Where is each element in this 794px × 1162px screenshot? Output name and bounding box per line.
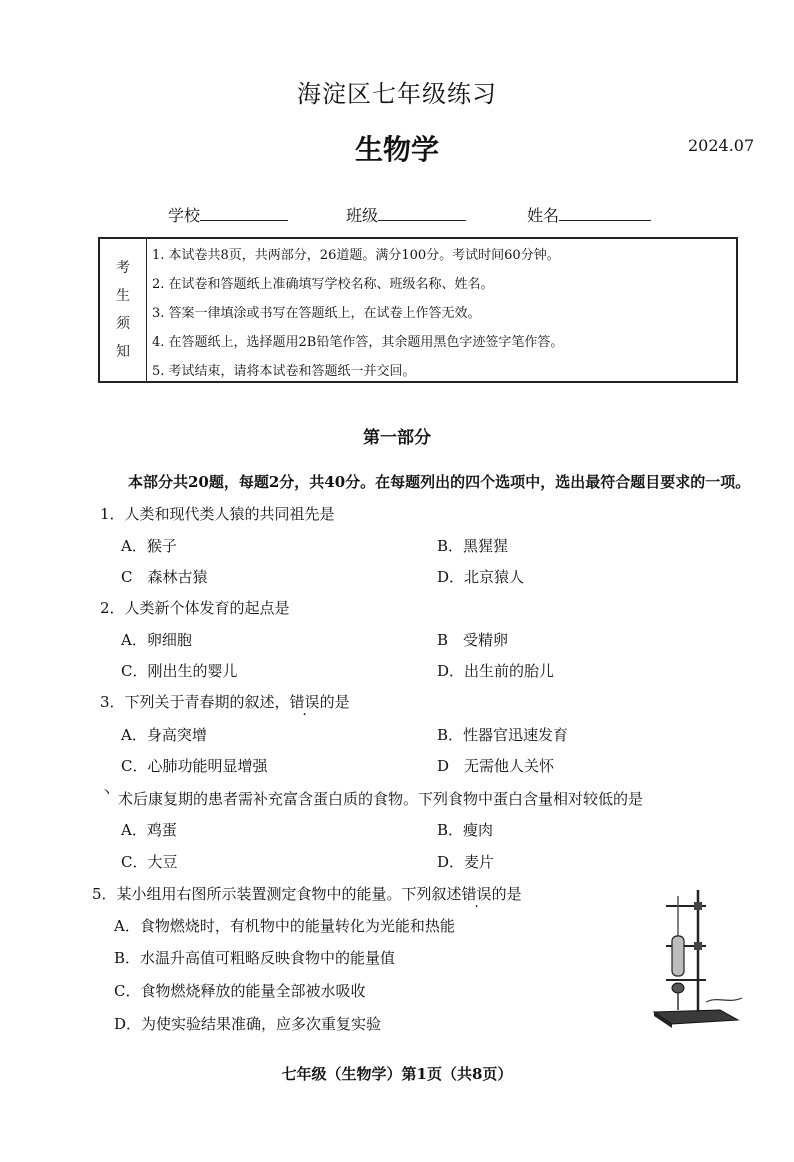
option-d: D．麦片: [437, 853, 495, 871]
question-stem: 1．人类和现代类人猿的共同祖先是: [100, 505, 335, 523]
option-d: D．出生前的胎儿: [437, 662, 555, 680]
option-c: C．大豆: [121, 853, 178, 871]
top-clamp-knob: [694, 902, 702, 910]
class-field: [346, 203, 466, 226]
school-blank: [200, 206, 288, 221]
option-b: B．黑猩猩: [437, 537, 509, 555]
option-b: B．水温升高值可粗略反映食物中的能量值: [114, 949, 396, 967]
side-wire: [706, 998, 742, 1002]
option-b: B 受精卵: [437, 631, 509, 649]
question-stem: 术后康复期的患者需补充富含蛋白质的食物。下列食物中蛋白含量相对较低的是: [118, 790, 644, 808]
calorimeter-apparatus-figure: [648, 886, 744, 1030]
exam-subtitle: 海淀区七年级练习: [297, 80, 497, 108]
school-label: 学校: [168, 206, 201, 225]
option-d: D．北京猿人: [437, 568, 525, 586]
stem-emphasis: 错误: [461, 885, 492, 903]
option-d: D．为使实验结果准确，应多次重复实验: [114, 1015, 382, 1033]
option-a: A．食物燃烧时，有机物中的能量转化为光能和热能: [114, 917, 455, 935]
notice-side-char: 考: [116, 260, 130, 276]
stem-emphasis: 错误: [289, 693, 320, 711]
section-title: 第一部分: [363, 428, 431, 448]
name-blank: [559, 206, 651, 221]
exam-title: 生物学: [354, 133, 439, 166]
notice-item: 3. 答案一律填涂或书写在答题纸上，在试卷上作答无效。: [152, 306, 481, 321]
option-a: A．卵细胞: [121, 631, 192, 649]
option-c: C．食物燃烧释放的能量全部被水吸收: [114, 982, 366, 1000]
option-a: A．猴子: [121, 537, 177, 555]
option-c: C．刚出生的婴儿: [121, 662, 238, 680]
test-tube: [672, 936, 684, 976]
option-c: C．心肺功能明显增强: [121, 757, 268, 775]
notice-side-char: 知: [116, 344, 130, 360]
burning-food: [672, 983, 684, 993]
middle-clamp-knob: [694, 942, 702, 950]
option-c: C 森林古猿: [121, 568, 208, 586]
notice-side-char: 生: [116, 288, 130, 304]
notice-item: 5. 考试结束，请将本试卷和答题纸一并交回。: [152, 364, 416, 379]
section-intro: 本部分共20题，每题2分，共40分。在每题列出的四个选项中，选出最符合题目要求的一项。: [128, 473, 751, 491]
name-label: 姓名: [527, 206, 560, 225]
stem-text: 5．某小组用右图所示装置测定食物中的能量。下列叙述: [92, 885, 462, 903]
scan-mark: 丶: [100, 786, 114, 801]
stem-text: 的是: [319, 693, 350, 711]
notice-list: [152, 245, 563, 390]
notice-side-label: [100, 239, 147, 381]
option-a: A．身高突增: [121, 726, 207, 744]
school-field: [168, 203, 288, 226]
question-stem: 2．人类新个体发育的起点是: [100, 599, 290, 617]
option-b: B．瘦肉: [437, 821, 494, 839]
stem-text: 3．下列关于青春期的叙述，: [100, 693, 290, 711]
question-stem: [92, 883, 522, 904]
class-blank: [378, 206, 466, 221]
option-a: A．鸡蛋: [121, 821, 177, 839]
option-d: D 无需他人关怀: [437, 757, 555, 775]
class-label: 班级: [346, 206, 379, 225]
notice-item: 1. 本试卷共8页，共两部分，26道题。满分100分。考试时间60分钟。: [152, 248, 560, 263]
stem-text: 的是: [491, 885, 522, 903]
notice-item: 4. 在答题纸上，选择题用2B铅笔作答，其余题用黑色字迹签字笔作答。: [152, 335, 564, 350]
notice-item: 2. 在试卷和答题纸上准确填写学校名称、班级名称、姓名。: [152, 277, 494, 292]
notice-side-char: 须: [116, 316, 130, 332]
exam-notice-box: [98, 237, 738, 383]
name-field: [527, 203, 651, 226]
exam-date: 2024.07: [688, 136, 755, 155]
question-stem: [100, 691, 350, 712]
option-b: B．性器官迅速发育: [437, 726, 569, 744]
page-footer: 七年级（生物学）第1页（共8页）: [281, 1065, 513, 1083]
